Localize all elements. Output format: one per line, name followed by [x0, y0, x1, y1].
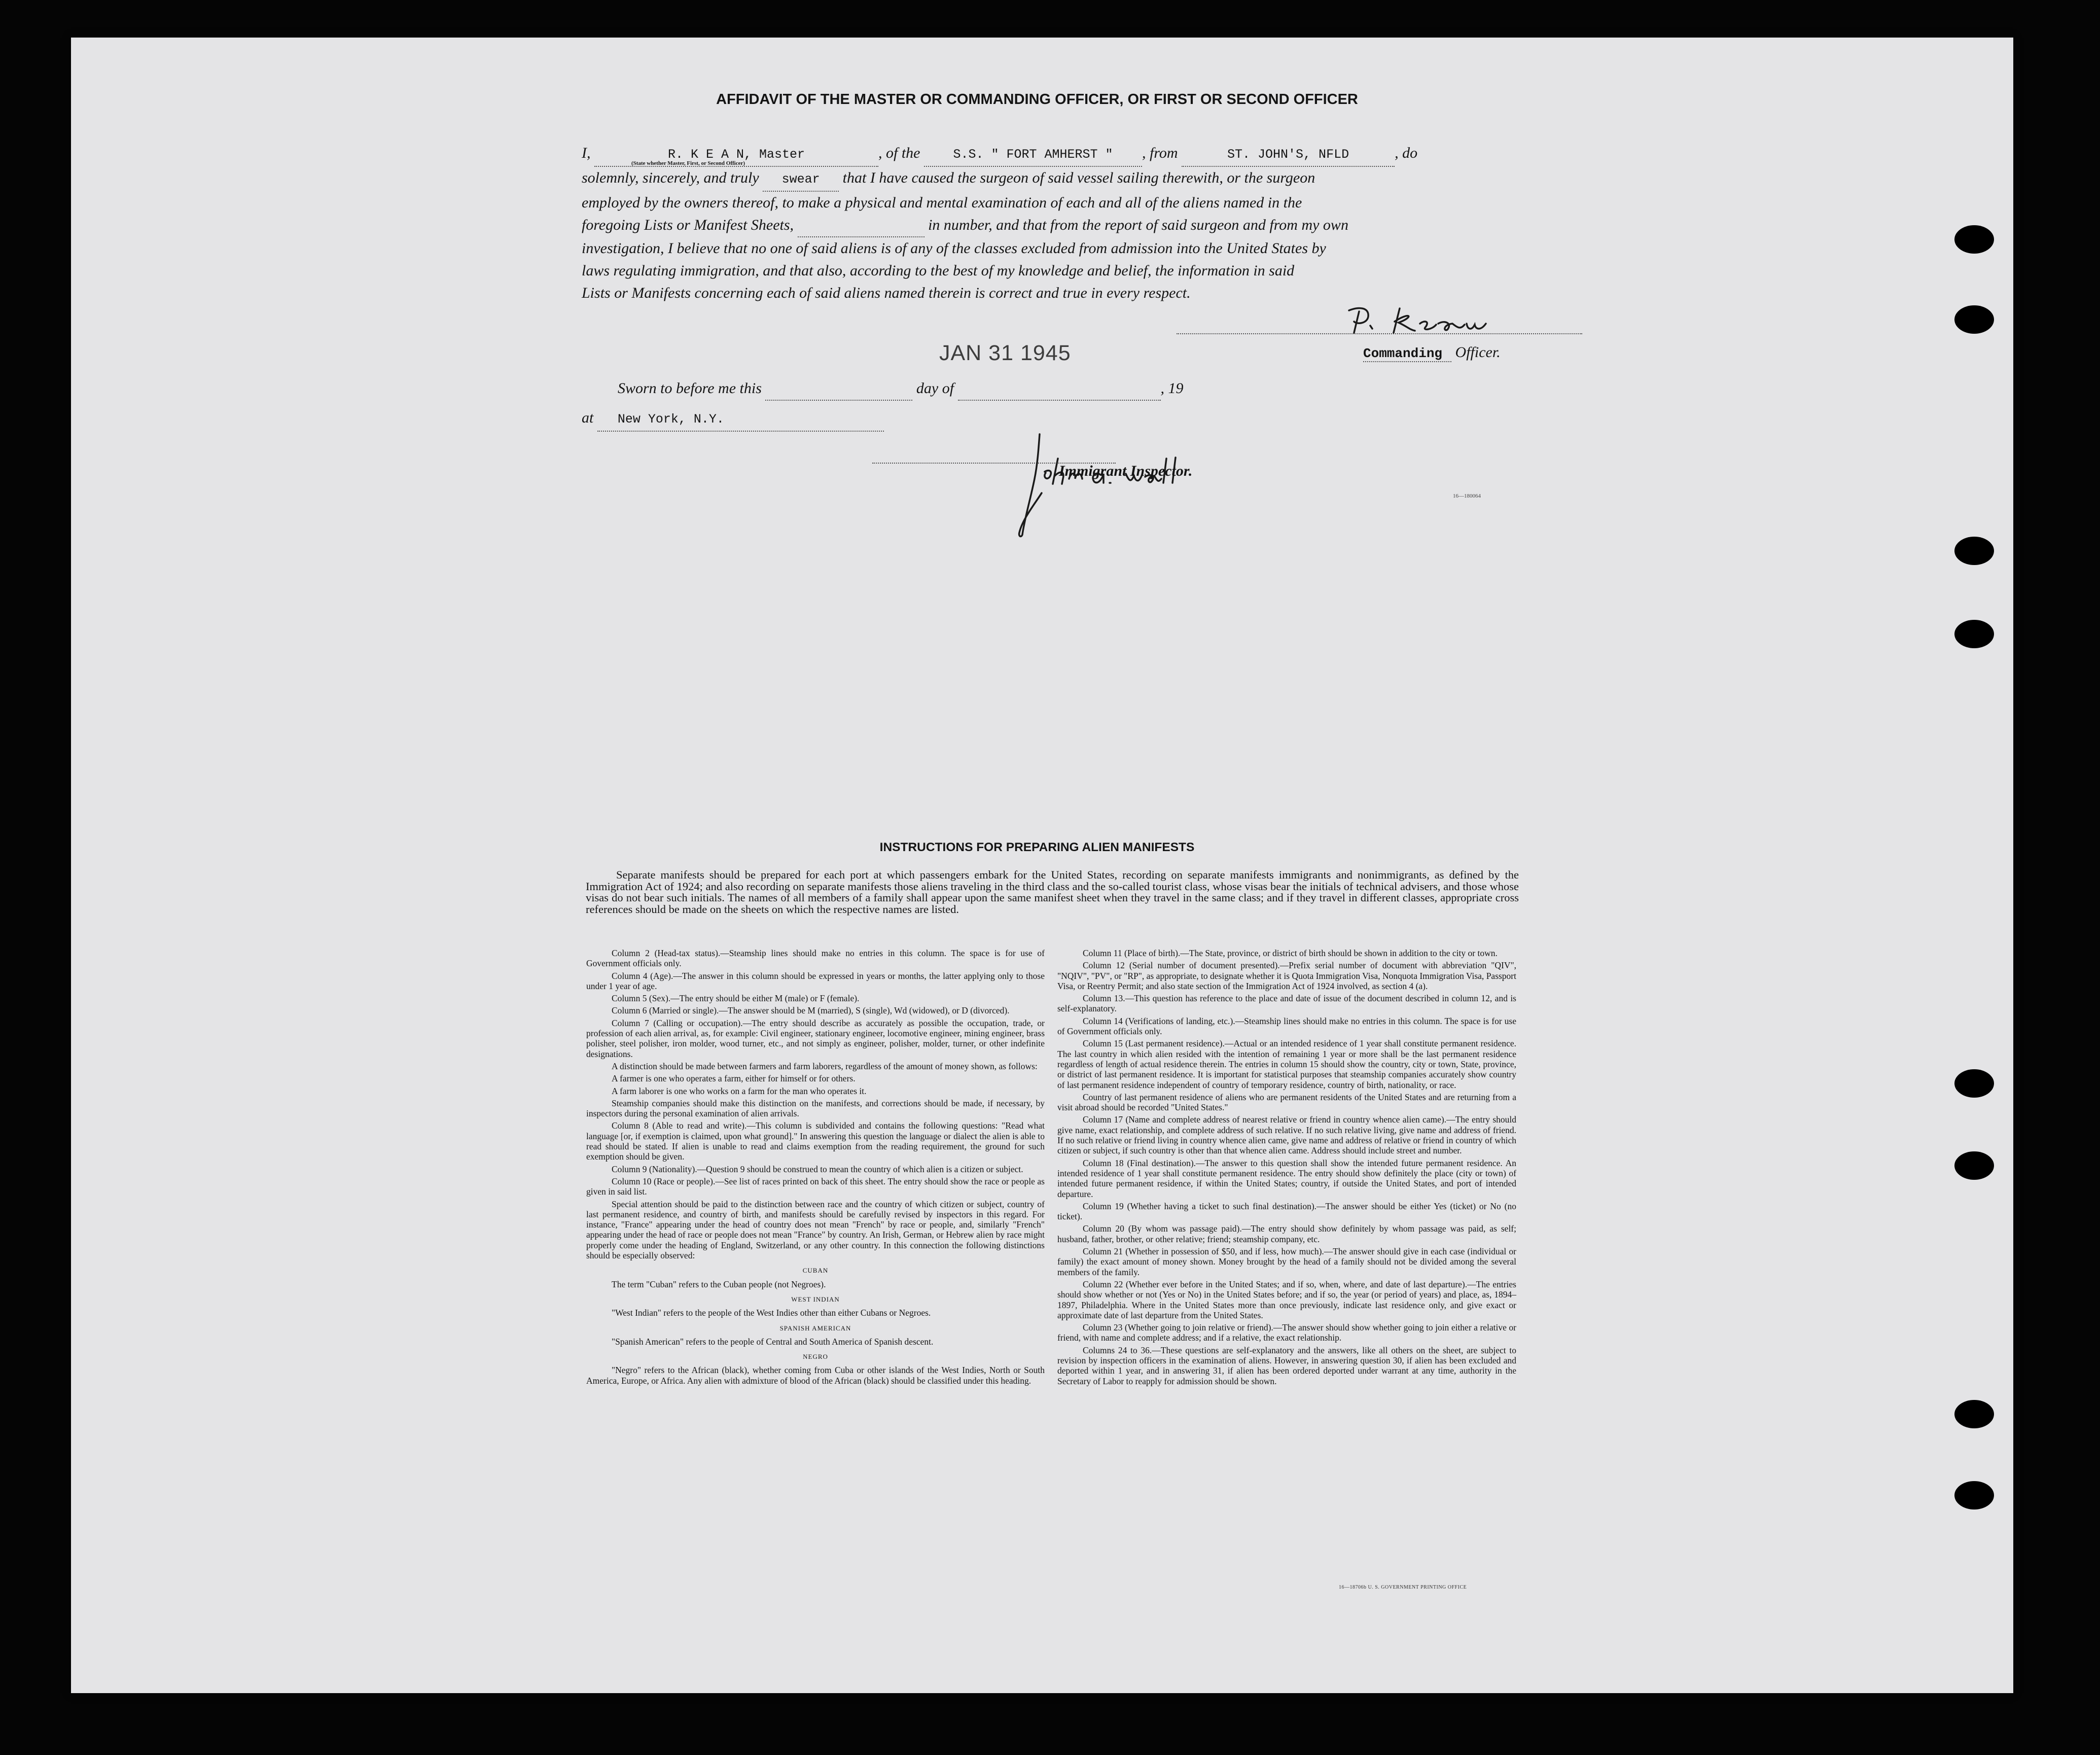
- left-paragraph: Column 10 (Race or people).—See list of races printed on back of this sheet. The entry should show the race or people as given in said list.: [586, 1176, 1045, 1197]
- right-paragraph: Column 11 (Place of birth).—The State, province, or district of birth should be shown in addition to the city or town.: [1083, 948, 1498, 958]
- place-field: New York, N.Y.: [597, 408, 884, 432]
- spanish-american-text: "Spanish American" refers to the people of Central and South America of Spanish descent.: [612, 1336, 934, 1347]
- instructions-title: INSTRUCTIONS FOR PREPARING ALIEN MANIFESTS: [879, 840, 1195, 854]
- right-paragraph: Column 21 (Whether in possession of $50, and if less, how much).—The answer should give in each case (individual or family) the exact amount of money shown. Money brought by the head of a family should not be divided among the several members of the family.: [1057, 1246, 1516, 1277]
- west-indian-heading: WEST INDIAN: [791, 1295, 840, 1303]
- affidavit-line-3: employed by the owners thereof, to make a physical and mental examination of each and all of the aliens named in the: [582, 194, 1302, 211]
- cuban-heading: CUBAN: [802, 1267, 829, 1275]
- officer-signature: [1339, 301, 1552, 342]
- right-paragraph: Column 15 (Last permanent residence).—Actual or an intended residence of 1 year shall constitute permanent residence. The last country in which alien resided with the intention of remaining 1 year or more shall be the last permanent residence regardless of length of actual residence therein. The entries in column 15 should show the country, city or town, State, province, or district of last permanent residence. It is important for statistical purposes that steamship companies accurately show country of last permanent residence independent of country of temporary residence, country of birth, nationality, or race.: [1057, 1038, 1516, 1090]
- oath-field: swear: [763, 168, 839, 192]
- affidavit-line-2: solemnly, sincerely, and truly swear that I have caused the surgeon of said vessel sailing therewith, or the surgeon: [582, 167, 1545, 192]
- affidavit-title: AFFIDAVIT OF THE MASTER OR COMMANDING OFFICER, OR FIRST OR SECOND OFFICER: [716, 91, 1358, 108]
- negro-text: "Negro" refers to the African (black), whether coming from Cuba or other islands of the West Indies, North or South America, Europe, or Africa. Any alien with admixture of blood of the African (black) should be classified under this heading.: [586, 1365, 1045, 1386]
- inspector-label: Immigrant Inspector.: [1059, 463, 1193, 479]
- affidavit-line-6: laws regulating immigration, and that also, according to the best of my knowledge and belief, the information in said: [582, 262, 1295, 279]
- negro-heading: NEGRO: [803, 1353, 828, 1361]
- instructions-intro: Separate manifests should be prepared for each port at which passengers embark for the United States, recording on separate manifests immigrants and nonimmigrants, as defined by the Immigration Act of 1924; and also recording on separate manifests those aliens traveling in the third class and the so-called tourist class, whose visas bear the initials of technical advisers, and those whose visas do not bear such initials. The names of all members of a family shall appear upon the same manifest sheet when they travel in the same class; and if they travel in different classes, appropriate cross references should be made on the sheets on which the respective names are listed.: [586, 868, 1519, 916]
- officer-title: Commanding Officer.: [1363, 344, 1501, 361]
- punch-hole: [1954, 1400, 1994, 1428]
- punch-hole: [1954, 537, 1994, 565]
- inspector-signature: [1009, 428, 1222, 540]
- left-paragraph: Column 2 (Head-tax status).—Steamship lines should make no entries in this column. The space is for use of Government officials only.: [586, 948, 1045, 969]
- punch-hole: [1954, 305, 1994, 334]
- document-page: [71, 38, 2013, 1693]
- left-paragraph: Column 5 (Sex).—The entry should be either M (male) or F (female).: [612, 993, 860, 1004]
- right-paragraph: Country of last permanent residence of aliens who are permanent residents of the United States and are returning from a visit abroad should be recorded "United States.": [1057, 1092, 1516, 1113]
- officer-rank: Commanding: [1363, 346, 1451, 362]
- punch-hole: [1954, 1151, 1994, 1180]
- form-number: 16—180064: [1453, 493, 1481, 499]
- spanish-american-heading: SPANISH AMERICAN: [779, 1324, 851, 1332]
- officer-rank-note: (State whether Master, First, or Second Officer): [631, 160, 745, 166]
- left-paragraph: Special attention should be paid to the distinction between race and the country of which citizen or subject, country of last permanent residence, and country of birth, and manifests should be carefully revised by inspectors in this regard. For instance, "France" appearing under the head of country does not mean "French" by race or people, and, similarly "French" appearing under the head of race or people does not mean "France" by country. An Irish, German, or Hebrew alien by race might properly come under the heading of England, Switzerland, or any other country. In this connection the following distinctions should be especially observed:: [586, 1199, 1045, 1261]
- left-paragraph: Steamship companies should make this distinction on the manifests, and corrections should be made, if necessary, by inspectors during the personal examination of alien arrivals.: [586, 1098, 1045, 1119]
- right-paragraph: Column 22 (Whether ever before in the United States; and if so, when, where, and date of last departure).—The entries should show whether or not (Yes or No) in the United States before; and if so, the year (or period of years) and place, as, 1894–1897, Philadelphia. Where in the United States more than once previously, indicate last residence only, and give exact or approximate date of last departure from the United States.: [1057, 1279, 1516, 1320]
- port-field: ST. JOHN'S, NFLD: [1182, 144, 1395, 167]
- vessel-field: S.S. " FORT AMHERST ": [924, 144, 1142, 167]
- left-paragraph: A farmer is one who operates a farm, either for himself or for others.: [612, 1073, 856, 1084]
- right-paragraph: Column 20 (By whom was passage paid).—The entry should show definitely by whom passage was paid, as self; husband, father, brother, or other relative; friend; steamship company, etc.: [1057, 1223, 1516, 1244]
- west-indian-text: "West Indian" refers to the people of the West Indies other than either Cubans or Negroes.: [612, 1308, 931, 1318]
- left-paragraph: Column 9 (Nationality).—Question 9 should be construed to mean the country of which alien is a citizen or subject.: [612, 1164, 1023, 1174]
- cuban-text: The term "Cuban" refers to the Cuban people (not Negroes).: [612, 1279, 826, 1289]
- affidavit-body: [582, 142, 1545, 304]
- right-paragraph: Column 18 (Final destination).—The answer to this question shall show the intended future permanent residence. An intended residence of 1 year shall constitute permanent residence. The entry should show definitely the place (city or town) of intended future permanent residence, if within the United States; country, if outside the United States, and port of intended departure.: [1057, 1157, 1516, 1199]
- officer-name-field: R. K E A N, Master: [594, 144, 878, 167]
- affidavit-line-7: Lists or Manifests concerning each of said aliens named therein is correct and true in every respect.: [582, 285, 1191, 301]
- left-paragraph: A farm laborer is one who works on a farm for the man who operates it.: [612, 1085, 867, 1096]
- right-paragraph: Column 12 (Serial number of document presented).—Prefix serial number of document with abbreviation "QIV", "NQIV", "PV", or "RP", as appropriate, to designate whether it is Quota Immigration Visa, Nonquota Immigration Visa, Passport Visa, or Reentry Permit; and also state section of the Immigration Act of 1924 involved, as section 4 (a).: [1057, 960, 1516, 991]
- instructions-footer: 16—18706b U. S. GOVERNMENT PRINTING OFFICE: [1339, 1585, 1467, 1590]
- left-paragraph: Column 4 (Age).—The answer in this column should be expressed in years or months, the latter applying only to those under 1 year of age.: [586, 970, 1045, 991]
- sworn-month-field: [958, 377, 1161, 401]
- left-paragraph: Column 8 (Able to read and write).—This column is subdivided and contains the following questions: "Read what language [or, if exemption is claimed, upon what ground]." In answering this question the language or dialect the alien is able to read should be stated. If alien is unable to read and claims exemption from the reading requirement, the ground for such exemption should be given.: [586, 1120, 1045, 1162]
- affidavit-line-5: investigation, I believe that no one of said aliens is of any of the classes excluded from admission into the United States by: [582, 240, 1326, 257]
- left-paragraph: Column 6 (Married or single).—The answer should be M (married), S (single), Wd (widowed), or D (divorced).: [612, 1005, 1010, 1016]
- right-paragraph: Column 14 (Verifications of landing, etc.).—Steamship lines should make no entries in this column. The space is for use of Government officials only.: [1057, 1015, 1516, 1037]
- sworn-day-field: [765, 377, 912, 401]
- right-paragraph: Column 13.—This question has reference to the place and date of issue of the document described in column 12, and is self-explanatory.: [1057, 993, 1516, 1014]
- punch-hole: [1954, 1481, 1994, 1510]
- punch-hole: [1954, 1069, 1994, 1098]
- instructions-left-column: [586, 948, 1045, 1388]
- place-line: at New York, N.Y.: [582, 407, 884, 432]
- right-paragraph: Column 17 (Name and complete address of nearest relative or friend in country whence alien came).—The entry should give name, exact relationship, and complete address of such relative. If no such relative living, give name and address of friend. If no such relative or friend living in country whence alien came, give name and address of relative or friend in country of which citizen or subject, if such country is other than that whence alien came. Address should include street and number.: [1057, 1114, 1516, 1156]
- number-field: [798, 214, 924, 237]
- sworn-line: Sworn to before me this day of , 19: [618, 377, 1184, 401]
- punch-hole: [1954, 620, 1994, 648]
- date-stamp: JAN 31 1945: [939, 341, 1071, 365]
- instructions-right-column: [1057, 948, 1516, 1388]
- right-paragraph: Columns 24 to 36.—These questions are self-explanatory and the answers, like all others on the sheet, are subject to revision by inspection officers in the examination of aliens. However, in answering question 30, if alien has been excluded and deported within 1 year, and in answering 31, if alien has been ordered deported under warrant at any time, authority in the Secretary of Labor to reapply for admission should be shown.: [1057, 1345, 1516, 1386]
- left-paragraph: A distinction should be made between farmers and farm laborers, regardless of the amount of money shown, as follows:: [612, 1061, 1038, 1071]
- affidavit-line-1: I, R. K E A N, Master , of the S.S. " FORT AMHERST " , from ST. JOHN'S, NFLD , do: [582, 142, 1545, 167]
- right-paragraph: Column 23 (Whether going to join relative or friend).—The answer should show whether going to join either a relative or friend, with name and complete address; and if a relative, the exact relationship.: [1057, 1322, 1516, 1343]
- right-paragraph: Column 19 (Whether having a ticket to such final destination).—The answer should be either Yes (ticket) or No (no ticket).: [1057, 1201, 1516, 1222]
- left-paragraph: Column 7 (Calling or occupation).—The entry should describe as accurately as possible the occupation, trade, or profession of each alien arrival, as, for example: Civil engineer, stationary engineer, locomotive engineer, mining engineer, brass polisher, steel polisher, iron molder, wood turner, etc., and not simply as engineer, polisher, molder, turner, or other indefinite designations.: [586, 1017, 1045, 1059]
- punch-hole: [1954, 225, 1994, 254]
- affidavit-line-4: foregoing Lists or Manifest Sheets, in number, and that from the report of said surgeon and from my own: [582, 214, 1545, 237]
